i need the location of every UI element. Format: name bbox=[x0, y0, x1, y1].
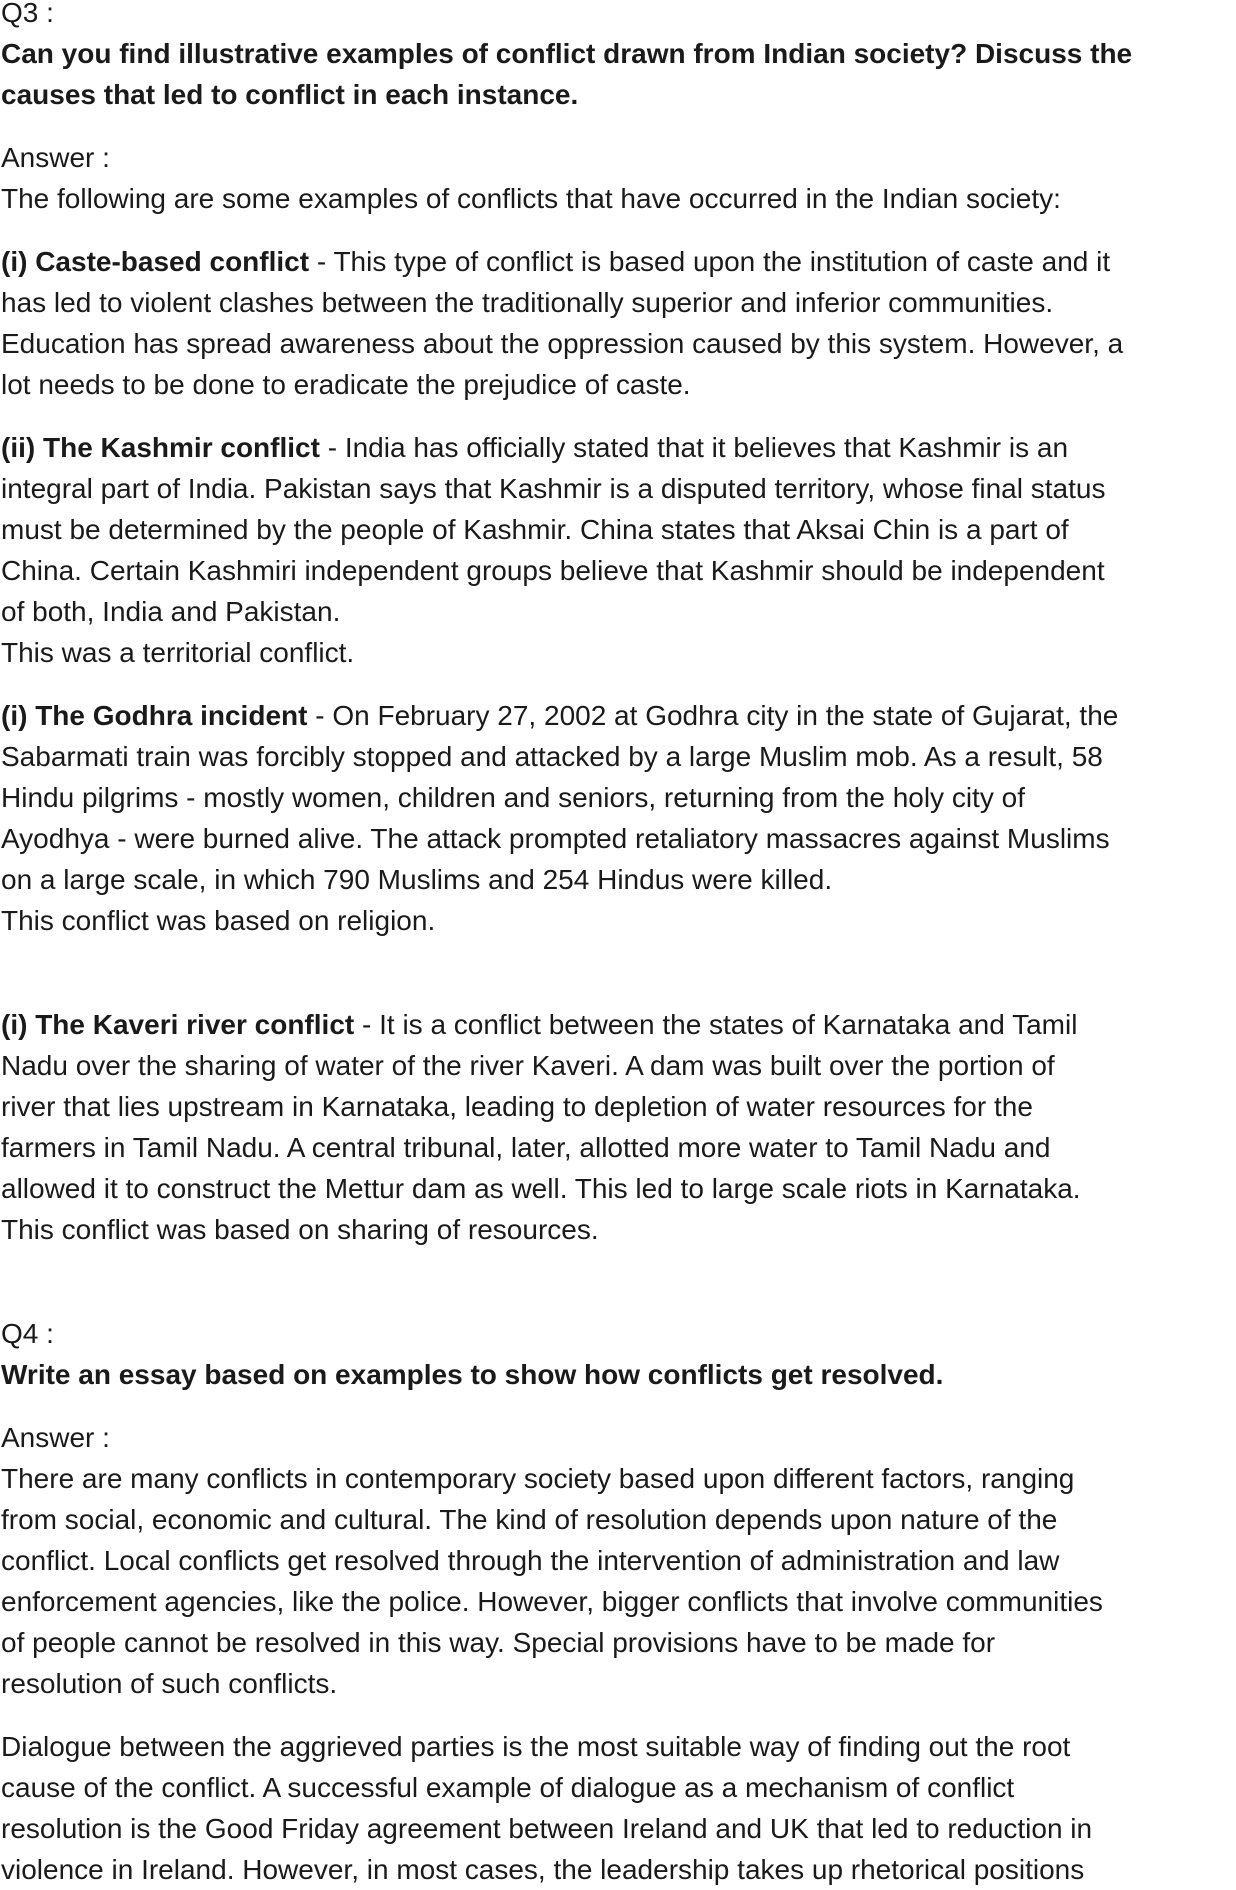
kaveri-line-5: allowed it to construct the Mettur dam as well. This led to large scale riots in Karnataka. bbox=[1, 1173, 1081, 1204]
kaveri-line-3: river that lies upstream in Karnataka, leading to depletion of water resources for the bbox=[1, 1091, 1033, 1122]
q3-intro: The following are some examples of conflicts that have occurred in the Indian society: bbox=[1, 183, 1061, 214]
q4-p1-line-2: from social, economic and cultural. The kind of resolution depends upon nature of the bbox=[1, 1504, 1058, 1535]
kaveri-conflict-paragraph bbox=[1, 1004, 1236, 1250]
kashmir-line-2: integral part of India. Pakistan says that Kashmir is a disputed territory, whose final status bbox=[1, 473, 1106, 504]
kashmir-line-1 bbox=[1, 427, 1236, 468]
q3-label: Q3 : bbox=[1, 0, 54, 28]
kashmir-line-6: This was a territorial conflict. bbox=[1, 637, 355, 668]
q4-p1-line-4: enforcement agencies, like the police. However, bigger conflicts that involve communities bbox=[1, 1586, 1103, 1617]
kashmir-line-5: of both, India and Pakistan. bbox=[1, 596, 341, 627]
kashmir-line-1-text: - India has officially stated that it believes that Kashmir is an bbox=[319, 432, 1069, 463]
caste-heading: (i) Caste-based conflict bbox=[1, 246, 310, 277]
godhra-heading: (i) The Godhra incident bbox=[1, 700, 308, 731]
caste-line-1-text: - This type of conflict is based upon the institution of caste and it bbox=[309, 246, 1111, 277]
q3-answer-label: Answer : bbox=[1, 142, 110, 173]
caste-conflict-paragraph bbox=[1, 241, 1236, 405]
kaveri-line-2: Nadu over the sharing of water of the river Kaveri. A dam was built over the portion of bbox=[1, 1050, 1055, 1081]
godhra-line-5: on a large scale, in which 790 Muslims and 254 Hindus were killed. bbox=[1, 864, 833, 895]
caste-line-3: Education has spread awareness about the oppression caused by this system. However, a bbox=[1, 328, 1124, 359]
kaveri-heading: (i) The Kaveri river conflict bbox=[1, 1009, 355, 1040]
godhra-line-1 bbox=[1, 695, 1236, 736]
caste-line-1 bbox=[1, 241, 1236, 282]
q3-question-line-1: Can you find illustrative examples of conflict drawn from Indian society? Discuss the bbox=[1, 38, 1133, 69]
q4-p1-line-6: resolution of such conflicts. bbox=[1, 1668, 338, 1699]
kaveri-line-4: farmers in Tamil Nadu. A central tribunal, later, allotted more water to Tamil Nadu and bbox=[1, 1132, 1051, 1163]
godhra-line-6: This conflict was based on religion. bbox=[1, 905, 436, 936]
godhra-line-1-text: - On February 27, 2002 at Godhra city in the state of Gujarat, the bbox=[307, 700, 1119, 731]
q4-p2-line-4: violence in Ireland. However, in most cases, the leadership takes up rhetorical positions bbox=[1, 1854, 1085, 1885]
q4-p1-line-5: of people cannot be resolved in this way. Special provisions have to be made for bbox=[1, 1627, 996, 1658]
q4-p1-line-1: There are many conflicts in contemporary society based upon different factors, ranging bbox=[1, 1463, 1075, 1494]
q4-label: Q4 : bbox=[1, 1318, 54, 1349]
caste-line-2: has led to violent clashes between the traditionally superior and inferior communities. bbox=[1, 287, 1054, 318]
q3-question-line-2: causes that led to conflict in each instance. bbox=[1, 79, 579, 110]
kashmir-conflict-paragraph bbox=[1, 427, 1236, 673]
kashmir-heading: (ii) The Kashmir conflict bbox=[1, 432, 320, 463]
kashmir-line-4: China. Certain Kashmiri independent groups believe that Kashmir should be independent bbox=[1, 555, 1105, 586]
kaveri-line-6: This conflict was based on sharing of resources. bbox=[1, 1214, 599, 1245]
q4-p2-line-2: cause of the conflict. A successful example of dialogue as a mechanism of conflict bbox=[1, 1772, 1015, 1803]
kaveri-line-1 bbox=[1, 1004, 1236, 1045]
kashmir-line-3: must be determined by the people of Kashmir. China states that Aksai Chin is a part of bbox=[1, 514, 1069, 545]
godhra-line-2: Sabarmati train was forcibly stopped and attacked by a large Muslim mob. As a result, 58 bbox=[1, 741, 1103, 772]
kaveri-line-1-text: - It is a conflict between the states of Karnataka and Tamil bbox=[354, 1009, 1078, 1040]
godhra-incident-paragraph bbox=[1, 695, 1236, 941]
q4-answer-label: Answer : bbox=[1, 1422, 110, 1453]
caste-line-4: lot needs to be done to eradicate the prejudice of caste. bbox=[1, 369, 691, 400]
q4-p1-line-3: conflict. Local conflicts get resolved through the intervention of administration and law bbox=[1, 1545, 1060, 1576]
q4-paragraph-1 bbox=[1, 1458, 1236, 1704]
q4-p2-line-1: Dialogue between the aggrieved parties is the most suitable way of finding out the root bbox=[1, 1731, 1071, 1762]
godhra-line-4: Ayodhya - were burned alive. The attack prompted retaliatory massacres against Muslims bbox=[1, 823, 1110, 854]
q4-paragraph-2 bbox=[1, 1726, 1236, 1890]
q4-p2-line-3: resolution is the Good Friday agreement between Ireland and UK that led to reduction in bbox=[1, 1813, 1093, 1844]
godhra-line-3: Hindu pilgrims - mostly women, children and seniors, returning from the holy city of bbox=[1, 782, 1025, 813]
q4-question: Write an essay based on examples to show how conflicts get resolved. bbox=[1, 1359, 944, 1390]
